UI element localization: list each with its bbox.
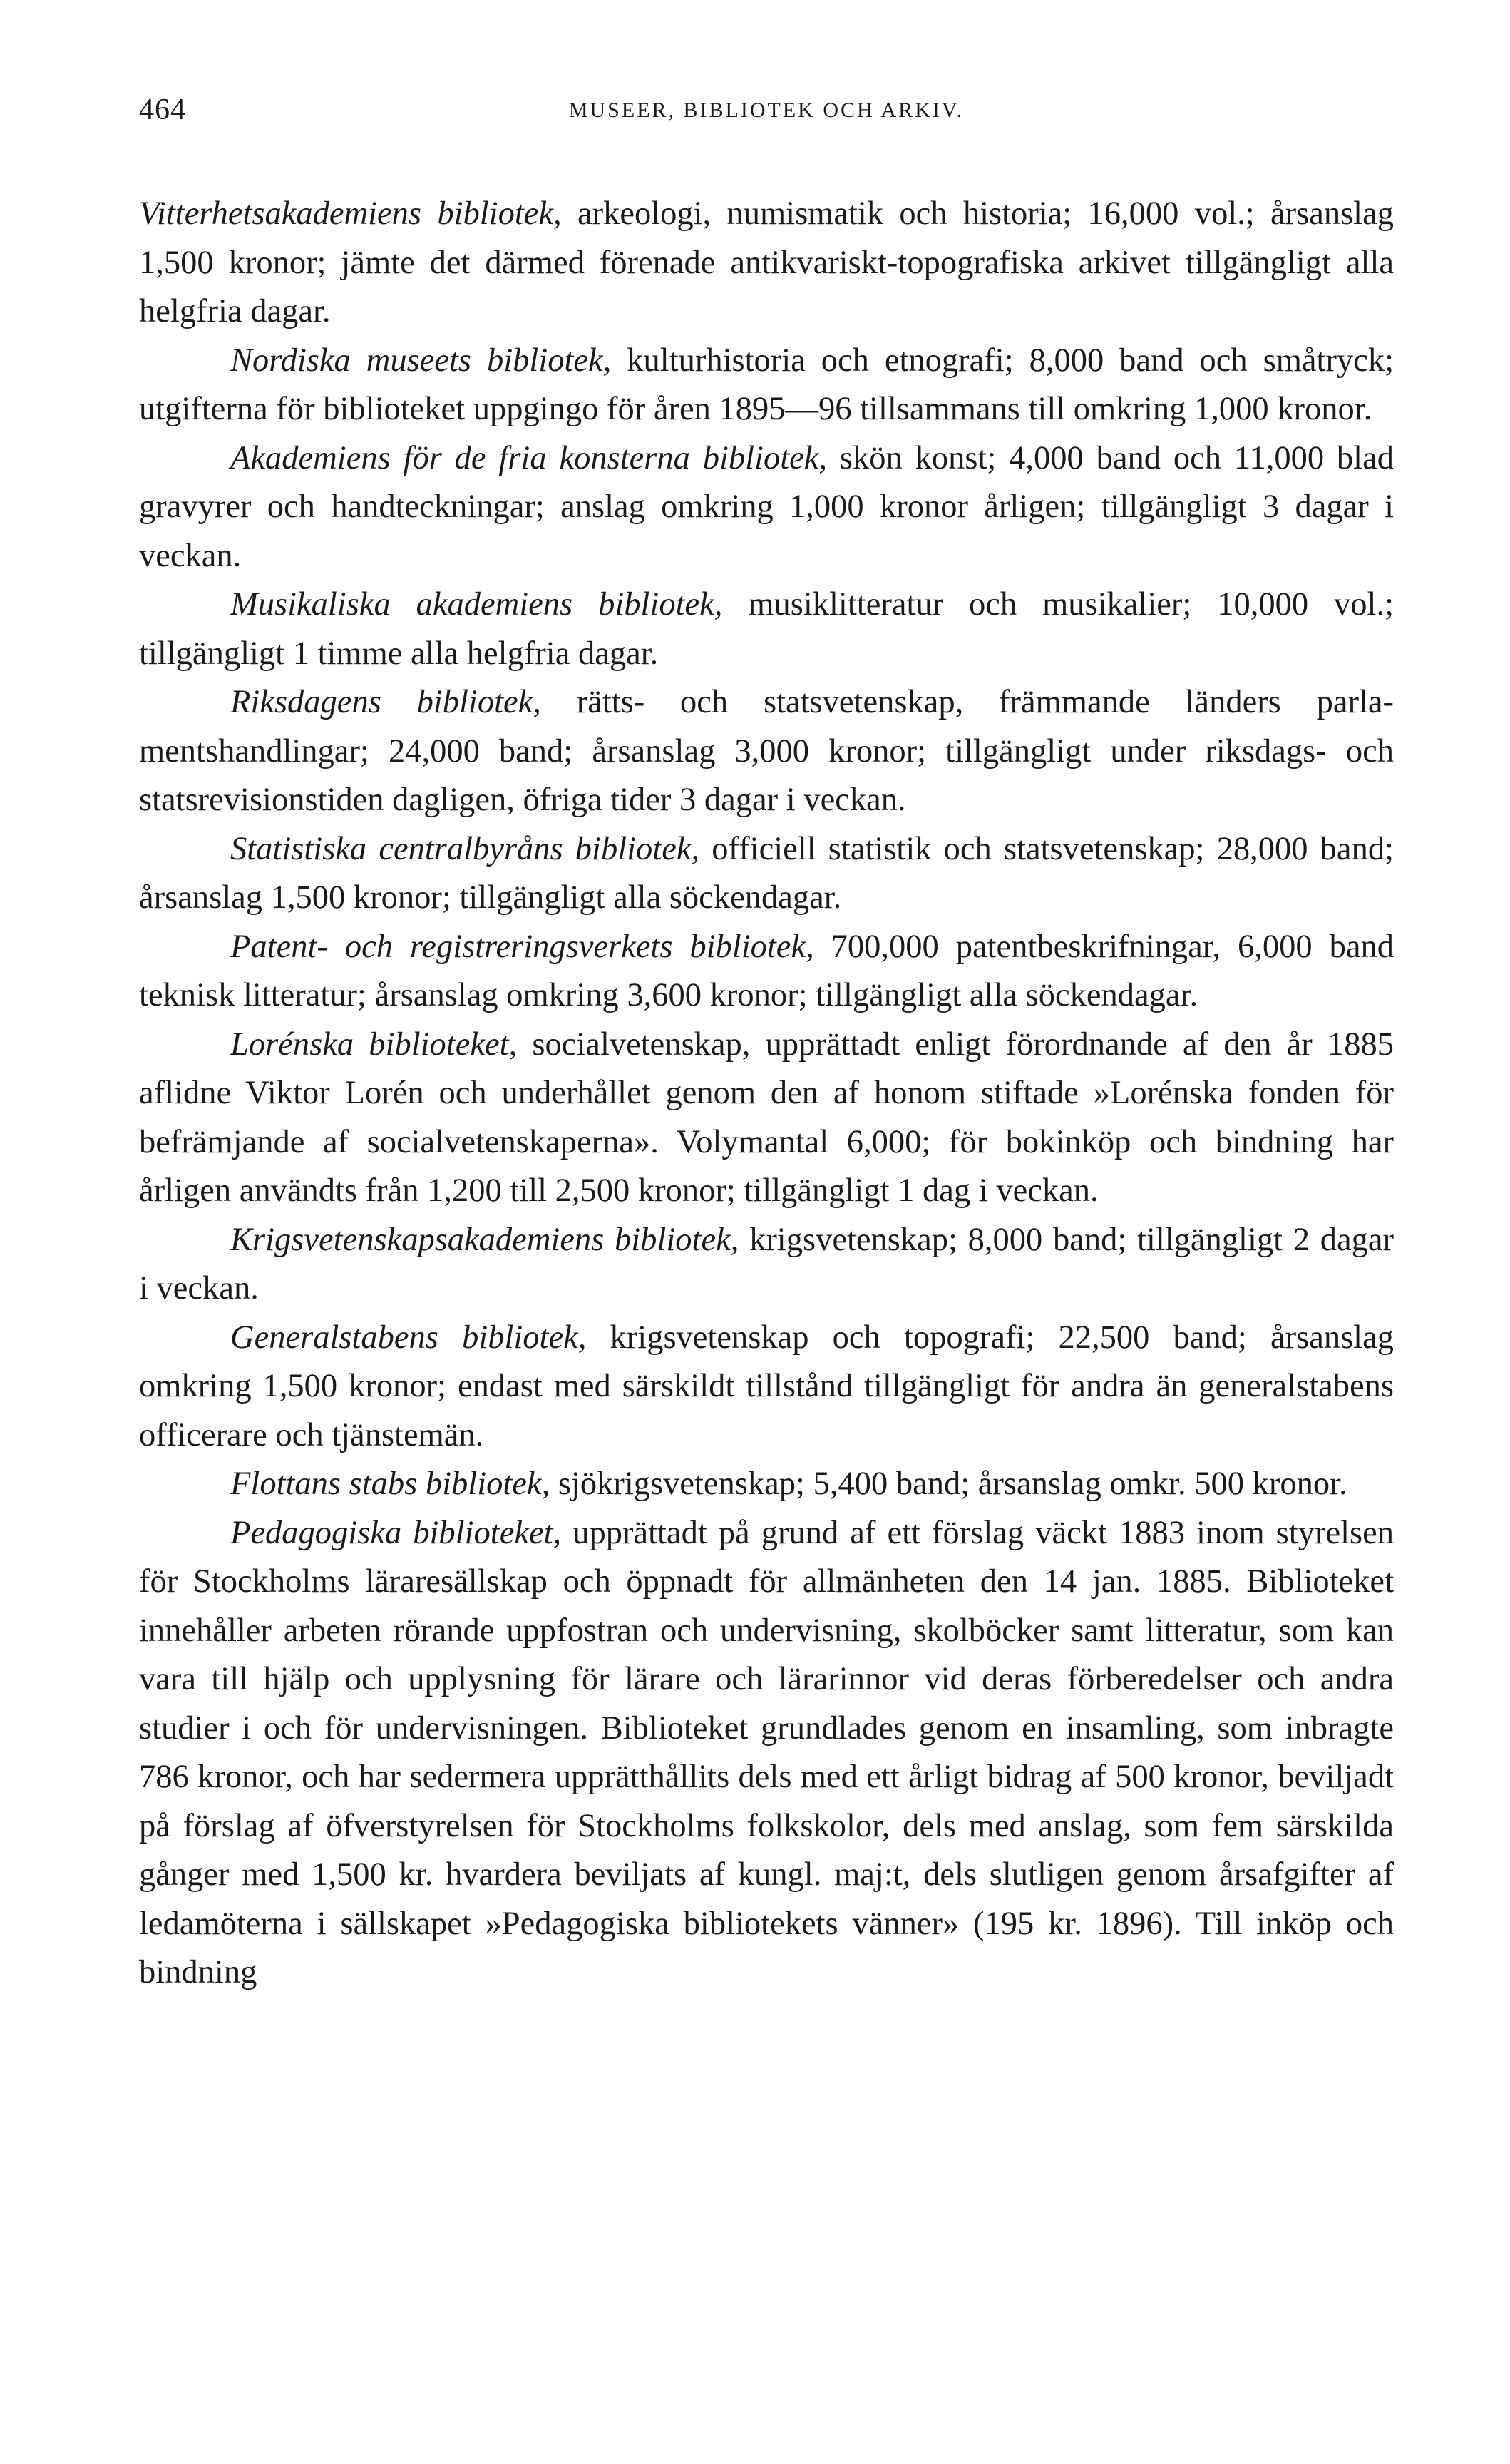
entry-title: Riksdagens bibliotek, xyxy=(230,684,541,720)
entry-title: Vitterhetsakademiens bibliotek, xyxy=(139,195,562,232)
body-text xyxy=(139,190,1394,1998)
entry-text: rätts- och statsvetenskap, främmande länders parlamentshandlingar; 24,000 band; årsanslag 3,000 kronor; tillgängligt under riksdags- och statsrevisionstiden dagligen, öfriga tider 3 dagar i veckan. xyxy=(139,684,1395,818)
entry-text: skön konst; 4,000 band och 11,000 blad gravyrer och handteckningar; anslag omkring 1,000 kronor årligen; tillgängligt 3 dagar i veckan. xyxy=(139,439,1394,574)
entry-text: kulturhistoria och etnografi; 8,000 band och småtryck; utgifterna för biblioteket uppgingo för åren 1895—96 tillsammans till omkring 1,000 kronor. xyxy=(139,342,1395,427)
library-entry-musikaliska-akademien xyxy=(139,581,1394,678)
entry-title: Statistiska centralbyråns bibliotek, xyxy=(230,830,700,867)
entry-title: Musikaliska akademiens bibliotek, xyxy=(230,586,723,623)
document-page xyxy=(139,93,1394,1998)
entry-title: Flottans stabs bibliotek, xyxy=(230,1466,550,1502)
entry-text: krigsvetenskap och topografi; 22,500 band; årsanslag omkring 1,500 kronor; endast med särskildt tillstånd tillgängligt för andra än generalstabens officerare och tjänstemän. xyxy=(139,1319,1394,1453)
library-entry-generalstaben xyxy=(139,1314,1394,1461)
entry-text: musiklitteratur och musikalier; 10,000 vol.; tillgängligt 1 timme alla helgfria dagar. xyxy=(139,586,1394,672)
entry-title: Lorénska biblioteket, xyxy=(230,1026,518,1063)
library-entry-patentverket xyxy=(139,923,1394,1021)
library-entry-statistiska-centralbyran xyxy=(139,825,1394,923)
entry-text: arkeologi, numismatik och historia; 16,000 vol.; årsanslag 1,500 kronor; jämte det därmed förenade antikvariskt-topografiska arkivet tillgängligt alla helgfria dagar. xyxy=(139,195,1394,329)
entry-title: Nordiska museets bibliotek, xyxy=(230,342,612,379)
page-header xyxy=(139,93,1394,145)
library-entry-flottans-stab xyxy=(139,1460,1394,1509)
library-entry-pedagogiska xyxy=(139,1509,1394,1998)
library-entry-konstakademien xyxy=(139,434,1394,581)
running-title: MUSEER, BIBLIOTEK OCH ARKIV. xyxy=(568,98,965,122)
library-entry-vitterhetsakademien xyxy=(139,190,1394,337)
entry-title: Pedagogiska biblioteket, xyxy=(230,1514,562,1551)
library-entry-krigsvetenskapsakademien xyxy=(139,1216,1394,1314)
entry-text: upprättadt på grund af ett förslag väckt 1883 inom styrelsen för Stockholms läraresällskap och öppnadt för allmänheten den 14 jan. 1885. Biblioteket innehåller arbeten rörande uppfostran och undervisning, skolböcker samt litteratur, som kan vara till hjälp och upplysning för lärare och lärarinnor vid deras förberedelser och andra studier i och för undervisningen. Biblioteket grundlades genom en insamling, som inbragte 786 kronor, och har sedermera upprätthållits dels med ett årligt bidrag af 500 kronor, beviljadt på förslag af öfverstyrelsen för Stockholms folkskolor, dels med anslag, som fem särskilda gånger med 1,500 kr. hvardera beviljats af kungl. maj:t, dels slutligen genom årsafgifter af ledamöterna i sällskapet »Pedagogiska bibliotekets vänner» (195 kr. 1896). Till inköp och bindning xyxy=(139,1514,1394,1990)
library-entry-riksdagen xyxy=(139,678,1394,825)
entry-text: officiell statistik och statsvetenskap; 28,000 band; årsanslag 1,500 kronor; tillgängligt alla söckendagar. xyxy=(139,830,1394,916)
entry-text: 700,000 patentbeskrifningar, 6,000 band teknisk litteratur; årsanslag omkring 3,600 kronor; tillgängligt alla söckendagar. xyxy=(139,928,1394,1013)
entry-text: socialvetenskap, upprättadt enligt förordnande af den år 1885 aflidne Viktor Lorén och underhållet genom den af honom stiftade »Lorénska fonden för befrämjande af socialvetenskaperna». Volymantal 6,000; för bokinköp och bindning har årligen användts från 1,200 till 2,500 kronor; tillgängligt 1 dag i veckan. xyxy=(139,1026,1394,1209)
page-number: 464 xyxy=(139,93,186,126)
library-entry-nordiska-museet xyxy=(139,337,1394,434)
entry-title: Patent- och registreringsverkets bibliotek, xyxy=(230,928,814,965)
library-entry-lorenska xyxy=(139,1021,1394,1216)
entry-text: krigsvetenskap; 8,000 band; tillgängligt 2 dagar i veckan. xyxy=(139,1221,1395,1307)
entry-text: sjökrigsvetenskap; 5,400 band; årsanslag omkr. 500 kronor. xyxy=(550,1466,1347,1502)
entry-title: Krigsvetenskapsakademiens bibliotek, xyxy=(230,1221,739,1258)
entry-title: Akademiens för de fria konsterna bibliotek, xyxy=(230,439,828,476)
entry-title: Generalstabens bibliotek, xyxy=(230,1319,587,1356)
